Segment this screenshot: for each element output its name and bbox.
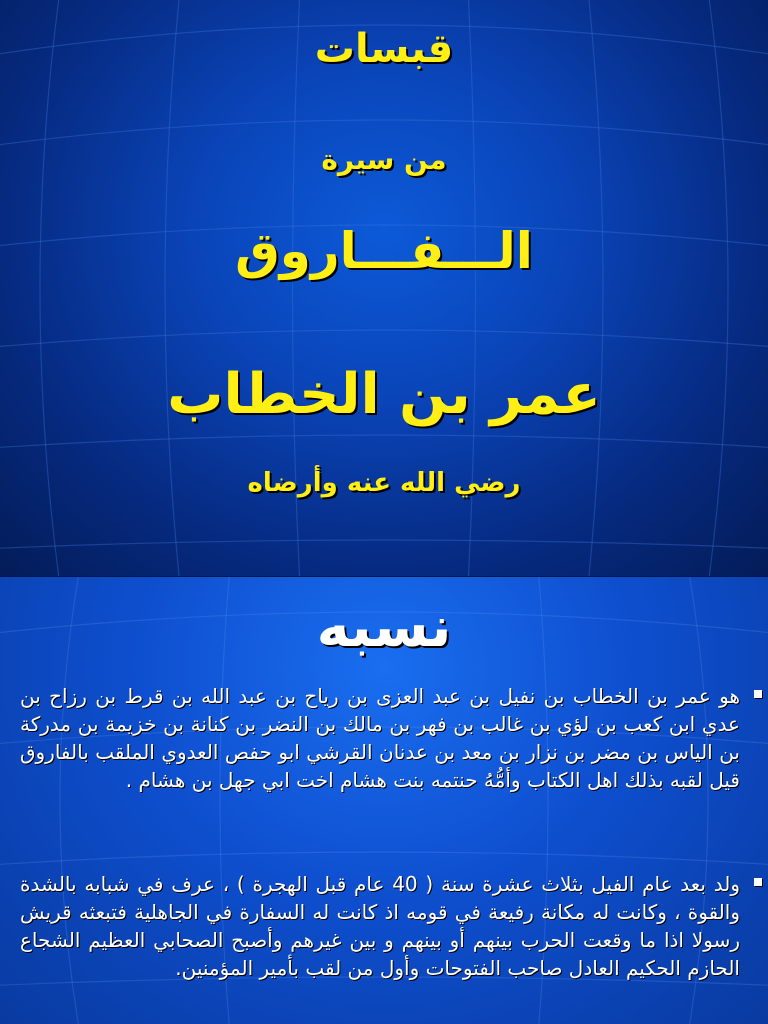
paragraph-birth [20, 870, 740, 982]
paragraph-lineage [20, 682, 740, 794]
content-slide [0, 577, 768, 1024]
section-heading: نسبه [316, 595, 452, 660]
title-line-4: عمر بن الخطاب [167, 362, 601, 427]
title-line-3: الـــفـــاروق [235, 222, 533, 280]
bullet-icon [754, 878, 762, 886]
paragraph-birth-text: ولد بعد عام الفيل بثلاث عشرة سنة ( 40 عام قبل الهجرة ) ، عرف في شبابه بالشدة والقوة ، وكانت له مكانة رفيعة في قومه اذ كانت له السفارة في الجاهلية فتبعثه قريش رسولا اذا ما وقعت الحرب بينهم أو بينهم و بين غيرهم وأصبح الصحابي العظيم الشجاع الحازم الحكيم العادل صاحب الفتوحات وأول من لقب بأمير المؤمنين. [20, 872, 740, 980]
title-line-2: من سيرة [321, 143, 447, 176]
title-line-5: رضي الله عنه وأرضاه [247, 468, 521, 498]
bullet-icon [754, 690, 762, 698]
title-line-1: قبسات [314, 26, 454, 72]
paragraph-lineage-text: هو عمر بن الخطاب بن نفيل بن عبد العزى بن رياح بن عبد الله بن قرط بن رزاح بن عدي ابن كعب بن لؤي بن غالب بن فهر بن مالك بن النضر بن كنانة بن خزيمة بن مدركة بن الياس بن مضر بن نزار بن معد بن عدنان القرشي ابو حفص العدوي الملقب بالفاروق قيل لقبه بذلك اهل الكتاب وأمُّهُ حنتمه بنت هشام اخت ابي جهل بن هشام . [20, 684, 740, 792]
